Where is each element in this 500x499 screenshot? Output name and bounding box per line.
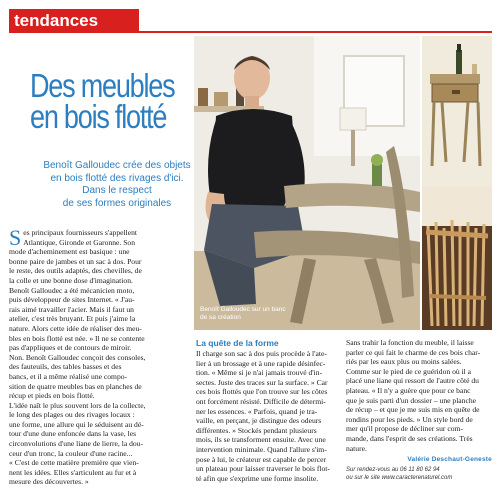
column-1-line: nature. Alors cette idée de réaliser des meu- (9, 323, 142, 333)
column-3-line: rondins pour les pieds. » Un style bord de (346, 414, 473, 424)
column-2-line: mois, ils se transforment ensuite. Avec une (196, 435, 326, 445)
headline (30, 67, 175, 135)
article-column-1 (9, 225, 191, 487)
column-2-line: Il charge son sac à dos puis procède à l'ate- (196, 349, 327, 358)
side-photo (422, 36, 492, 330)
deck (42, 160, 192, 210)
column-3-line: Comme sur le pied de ce guéridon où il a (346, 366, 472, 376)
column-2-line: té afin que s'exprime une forme insolite. (196, 473, 319, 483)
column-2-line: sectes. Juste des traces sur la surface. » Car (196, 377, 328, 387)
contact-line: ou sur le site www.caracterenaturel.com (346, 475, 453, 481)
column-1-line: le reste, des outils adaptés, des chevilles, de (9, 266, 142, 276)
column-1-line: rais aimé travailler l'acier. Mais il faut un (9, 304, 134, 314)
column-3-line: de récup – et que je me suis mis en quête de (346, 405, 480, 415)
column-1-line: récup et pieds en bois flotté. (9, 391, 95, 401)
column-1-line: atelier, c'est très bruyant. Et puis j'aime la (9, 314, 136, 324)
column-1-line: Atlantique, Gironde et Garonne. Son (23, 237, 136, 247)
column-1-line: L'idée naît le plus souvent lors de la collecte, (9, 400, 146, 410)
column-2-line: différentes. » Stockés pendant plusieurs (196, 425, 317, 435)
column-1-line: le long des plages ou des rivages locaux : (9, 410, 135, 420)
column-3-line: nature. (346, 443, 367, 453)
column-1-line: mode d'acheminement est basique : une (9, 247, 130, 257)
main-photo-illustration (194, 36, 420, 330)
column-2-line: ont forcément résisté. Difficile de détermi- (196, 396, 326, 406)
section-tag: tendances (9, 9, 139, 33)
column-3-line: riés par les eaux plus ou moins salées. (346, 357, 462, 367)
column-1-line: circonvolutions d'une liane de lierre, la dou- (9, 439, 144, 449)
column-2-line: pose à lui, le créateur est capable de percer (196, 454, 327, 464)
deck-line: Benoît Galloudec crée des objets (43, 160, 191, 171)
column-1-line: une forme, une allure qui le séduisent au dé- (9, 419, 144, 429)
main-photo (194, 36, 420, 330)
column-2-line: ner les essences. « Parfois, quand je tra- (196, 406, 318, 416)
subhead: La quête de la forme (196, 338, 279, 348)
side-photo-illustration (422, 36, 492, 330)
contact-line: Sur rendez-vous au 06 11 80 62 94 (346, 467, 440, 473)
drop-cap: S (9, 225, 22, 250)
column-3-line: mande, dans l'esprit de ses créations. Très (346, 433, 473, 443)
column-2-line: un plateau pour laisser traverser le bois flot- (196, 464, 330, 474)
column-3-line: parler ce qui fait le charme de ces bois char- (346, 347, 481, 357)
column-1-line: nent les idées. Elles s'articulent au fur et à (9, 467, 137, 477)
article-column-2 (196, 349, 343, 483)
article-column-3 (346, 338, 492, 453)
column-1-line: bles en bois flotté est née. » Il ne se contente (9, 333, 145, 343)
headline-line: en bois flotté (30, 98, 167, 135)
column-2-line: tion. « Même si je n'ai jamais trouvé d'in- (196, 368, 323, 378)
column-1-line: pas d'appliques et de contours de miroir. (9, 343, 132, 353)
column-1-line: des fauteuils, des tables basses et des (9, 362, 122, 372)
contact-info (346, 466, 492, 482)
column-3-line: placé une liane qui ressort de l'autre côté du (346, 376, 479, 386)
column-3-line: Sans trahir la fonction du meuble, il laisse (346, 338, 474, 347)
column-2-line: intervention minimale. Quand l'allure s'im- (196, 444, 327, 454)
headline-line: Des meubles (30, 67, 175, 104)
column-1-line: « C'est de cette matière première que vien- (9, 458, 139, 468)
column-3-line: plateau. « Il n'y a guère que pour ce banc (346, 385, 471, 395)
column-1-line: la colle et une bonne dose d'imagination. (9, 275, 133, 285)
column-3-line: mer qu'il propose de décliner sur com- (346, 424, 463, 434)
column-1-line: bonne paire de jambes et un sac à dos. Pour (9, 256, 142, 266)
column-1-line: es principaux fournisseurs s'appellent (23, 228, 138, 237)
photo-caption (200, 306, 286, 322)
caption-line: de sa création (200, 314, 241, 321)
column-2-line: lier à un brossage et à une rapide désinfec- (196, 358, 326, 368)
column-1-line: mesure des découvertes. » (9, 477, 89, 487)
column-1-line: ceur d'un tronc, la couleur d'une racine... (9, 448, 133, 458)
column-1-line: tour d'une dune enfoncée dans la vase, les (9, 429, 137, 439)
column-1-line: Non. Benoît Galloudec conçoit des consoles, (9, 352, 146, 362)
column-1-line: sition de quatre meubles bas en planches de (9, 381, 142, 391)
column-1-line: puis développeur de sites Internet. « J'au- (9, 295, 135, 305)
caption-line: Benoît Galloudec sur un banc (200, 306, 286, 313)
deck-line: en bois flotté des rivages d'ici. (50, 172, 184, 184)
column-3-line: que je suis parti d'un dossier – une planche (346, 395, 477, 405)
column-1-line: bancs, et il a même réalisé une compo- (9, 371, 128, 381)
column-1-line: Benoît Galloudec a été mécanicien moto, (9, 285, 135, 295)
deck-line: Dans le respect (82, 185, 152, 196)
header-rule (139, 31, 492, 33)
column-2-line: vaille, en perçant, je distingue des odeurs (196, 416, 322, 426)
column-2-line: ces bois flottés que l'on trouve sur les côtes (196, 387, 328, 397)
deck-line: de ses formes originales (62, 197, 172, 209)
author-signature: Valérie Deschaut-Geneste (407, 456, 492, 463)
